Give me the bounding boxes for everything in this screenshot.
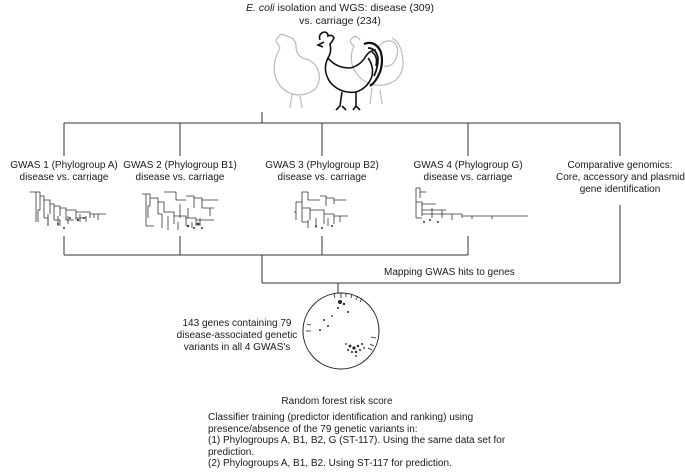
circle-variant-dots xyxy=(319,300,365,357)
tree-phylogroup-a xyxy=(28,188,110,234)
genes-label xyxy=(176,318,298,354)
classifier-line4: prediction. xyxy=(208,446,255,458)
title-line1: isolation and WGS: disease (309) xyxy=(274,2,434,14)
tree-phylogroup-b2 xyxy=(292,188,356,234)
comparative-line1: Comparative genomics: xyxy=(567,160,673,171)
gwas2-subtitle: disease vs. carriage xyxy=(135,172,225,183)
gwas3-subtitle: disease vs. carriage xyxy=(277,172,367,183)
comparative-line3: gene identification xyxy=(579,184,661,195)
genes-line1: 143 genes containing 79 xyxy=(182,318,292,329)
gwas1-label xyxy=(8,160,120,184)
gwas2-title: GWAS 2 (Phylogroup B1) xyxy=(123,160,237,171)
genes-line2: disease-associated genetic xyxy=(176,330,298,341)
mapping-label: Mapping GWAS hits to genes xyxy=(384,267,515,278)
classifier-line2: presence/absence of the 79 genetic variants in: xyxy=(208,423,418,435)
tree-phylogroup-g xyxy=(412,186,532,230)
genes-line3: variants in all 4 GWAS's xyxy=(183,342,291,353)
title-species: E. coli xyxy=(246,2,275,14)
classifier-line5: (2) Phylogroups A, B1, B2. Using ST-117 for prediction. xyxy=(208,458,452,469)
gwas1-subtitle: disease vs. carriage xyxy=(19,172,109,183)
tree-phylogroup-b1 xyxy=(140,188,228,236)
classifier-line3: (1) Phylogroups A, B1, B2, G (ST-117). Using the same data set for xyxy=(208,435,506,446)
gwas1-title: GWAS 1 (Phylogroup A) xyxy=(10,160,118,171)
gwas2-label xyxy=(122,160,238,184)
genome-circle xyxy=(303,293,379,369)
gwas3-label xyxy=(264,160,380,184)
gwas3-title: GWAS 3 (Phylogroup B2) xyxy=(265,160,379,171)
title-line2: vs. carriage (234) xyxy=(299,15,381,27)
risk-score-label: Random forest risk score xyxy=(281,396,393,407)
classifier-line1: Classifier training (predictor identification and ranking) using xyxy=(208,412,474,423)
comparative-label xyxy=(556,160,684,196)
gwas4-title: GWAS 4 (Phylogroup G) xyxy=(413,160,523,171)
gwas4-subtitle: disease vs. carriage xyxy=(423,172,513,183)
comparative-line2: Core, accessory and plasmid xyxy=(556,172,685,183)
genome-circle-plot xyxy=(300,290,382,372)
gwas4-label xyxy=(412,160,524,184)
classifier-description xyxy=(208,412,508,470)
